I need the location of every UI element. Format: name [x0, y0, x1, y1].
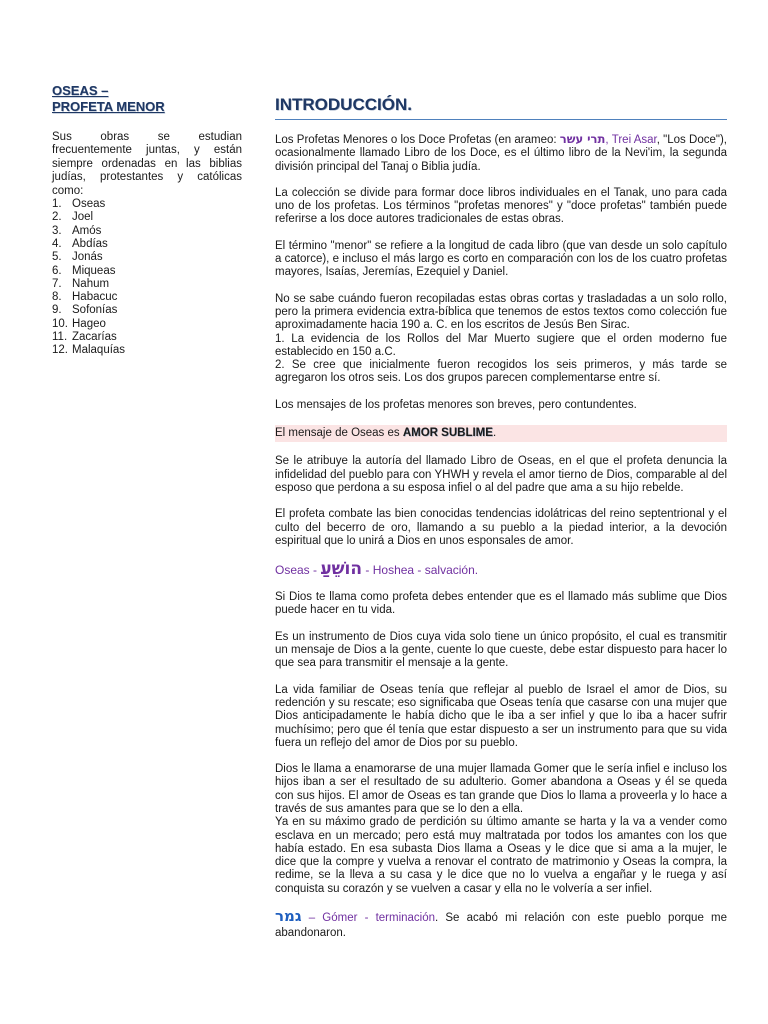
book-number: 11. — [52, 331, 68, 343]
hoshea-text-a: Oseas - — [275, 563, 321, 578]
book-name: Amós — [72, 224, 102, 237]
mensaje-highlight — [275, 425, 727, 442]
book-number: 10. — [52, 317, 68, 330]
book-name: Malaquías — [72, 344, 126, 357]
paragraph-combate: El profeta combate las bien conocidas tendencias idolátricas del reino septentrional y el culto del becerro de oro, llamando a su pueblo a la piedad interior, a la devoción espiritual que lo unirá a Dios en unos esponsales de amor. — [275, 508, 727, 547]
paragraph-recopilacion: No se sabe cuándo fueron recopiladas estas obras cortas y trasladadas a un solo rollo, pero la primera evidencia extra-bíblica que tenemos de estos textos como colección fue aproximadamente hacia 190 a. C. en los escritos de Jesús Ben Sirac. — [275, 292, 727, 332]
intro-text-a: Los Profetas Menores o los Doce Profetas (en arameo: — [275, 134, 560, 146]
book-list-item — [52, 331, 242, 344]
book-name: Abdías — [72, 237, 108, 250]
book-list — [52, 198, 242, 358]
intro-text-b: , "Los Doce"), ocasionalmente llamado Libro de los Doce, es el último libro de la Nevi'im, la segunda división principal del Tanaj o Biblia judía. — [275, 134, 727, 173]
book-name: Habacuc — [72, 291, 118, 304]
book-number: 5. — [52, 251, 62, 264]
book-number: 7. — [52, 277, 62, 290]
paragraph-instrumento: Es un instrumento de Dios cuya vida solo tiene un único propósito, el cual es transmitir un mensaje de Dios a la gente, cuente lo que cueste, debe estar dispuesto para hacer lo que sea para transmitir el mensaje a la gente. — [275, 630, 727, 670]
book-name: Jonás — [72, 251, 103, 264]
book-list-item — [52, 344, 242, 357]
paragraph-vida-familiar: La vida familiar de Oseas tenía que reflejar al pueblo de Israel el amor de Dios, su redención y su rescate; eso significaba que Oseas tenía que casarse con una mujer que Dios anticipadamente le había dicho que le iba a ser infiel y que lo iba a hacer sufrir muchísimo; pero que él tenía que estar dispuesto a ser un instrumento para que su vida fuera un reflejo del amor de Dios por su pueblo. — [275, 683, 727, 749]
paragraph-evidencia-1: 1. La evidencia de los Rollos del Mar Muerto sugiere que el orden moderno fue establecido en 150 a.C. — [275, 332, 727, 358]
gomer-text: . Se acabó mi relación con este pueblo porque me abandonaron. — [275, 912, 727, 940]
paragraph-evidencia-2: 2. Se cree que inicialmente fueron recogidos los seis primeros, y más tarde se agregaron los otros seis. Los dos grupos parecen complementarse entre sí. — [275, 359, 727, 385]
book-number: 3. — [52, 224, 62, 237]
sidebar-title — [52, 83, 242, 115]
book-name: Miqueas — [72, 264, 116, 277]
hoshea-line — [275, 561, 727, 578]
book-list-item — [52, 251, 242, 264]
gomer-label: – Gómer - terminación — [301, 912, 436, 925]
book-list-item — [52, 291, 242, 304]
book-list-item — [52, 211, 242, 224]
book-number: 9. — [52, 304, 62, 317]
book-name: Hageo — [72, 317, 106, 330]
book-list-item — [52, 318, 242, 331]
book-list-item — [52, 225, 242, 238]
paragraph-menor: El término "menor" se refiere a la longitud de cada libro (que van desde un solo capítulo a catorce), e incluso el más largo es corto en comparación con los de los cuatro profetas mayores, Isaías, Jeremías, Ezequiel y Daniel. — [275, 239, 727, 279]
book-number: 8. — [52, 291, 62, 304]
mensaje-text-a: El mensaje de Oseas es — [275, 427, 403, 440]
sidebar-title-line2: PROFETA MENOR — [52, 99, 165, 114]
amor-sublime: AMOR SUBLIME — [402, 427, 493, 440]
book-list-item — [52, 198, 242, 211]
sidebar — [52, 83, 242, 358]
book-number: 12. — [52, 344, 68, 357]
hebrew-hoshea: הוֹשֵׁעַ — [320, 559, 363, 580]
paragraph-llamado: Si Dios te llama como profeta debes entender que es el llamado más sublime que Dios puede hacer en tu vida. — [275, 591, 727, 617]
paragraph-coleccion: La colección se divide para formar doce libros individuales en el Tanak, uno para cada uno de los profetas. Los términos "profetas menores" y "doce profetas" también puede referirse a los doce autores tradicionales de estas obras. — [275, 186, 727, 226]
mensaje-text-c: . — [492, 427, 497, 440]
page-title: INTRODUCCIÓN. — [275, 94, 727, 120]
hoshea-text-b: - Hoshea - salvación. — [362, 563, 479, 578]
hebrew-trei-asar: תרי עשר — [559, 132, 606, 146]
book-name: Sofonías — [72, 304, 118, 317]
book-list-item — [52, 238, 242, 251]
trei-asar-label: , Trei Asar — [605, 134, 657, 146]
paragraph-intro — [275, 133, 727, 174]
paragraph-gomer: Dios le llama a enamorarse de una mujer llamada Gomer que le sería infiel e incluso los hijos iban a ser el resultado de su adulterio. Gomer abandona a Oseas y él se queda con sus hijos. El amor de Oseas es tan grande que Dios lo llama a proveerla y lo hace a través de sus amantes para que se lo den a ella. — [275, 763, 727, 815]
book-list-item — [52, 278, 242, 291]
hebrew-gomer: גמר — [275, 907, 302, 926]
book-list-item — [52, 265, 242, 278]
book-list-item — [52, 304, 242, 317]
paragraph-mensajes: Los mensajes de los profetas menores son breves, pero contundentes. — [275, 398, 637, 411]
paragraph-autoria: Se le atribuye la autoría del llamado Libro de Oseas, en el que el profeta denuncia la infidelidad del pueblo para con YHWH y revela el amor tierno de Dios, comparable al del esposo que perdona a su esposa infiel o al del padre que ama a su hijo rebelde. — [275, 455, 727, 494]
gomer-line — [275, 909, 727, 941]
book-name: Joel — [72, 211, 94, 224]
book-number: 4. — [52, 237, 62, 250]
book-number: 1. — [52, 198, 62, 211]
sidebar-title-line1: OSEAS – — [52, 83, 109, 98]
book-number: 2. — [52, 211, 62, 224]
book-number: 6. — [52, 264, 62, 277]
sidebar-intro: Sus obras se estudian frecuentemente juntas, y están siempre ordenadas en las biblias judías, protestantes y católicas como: — [52, 131, 242, 197]
paragraph-perdicion: Ya en su máximo grado de perdición su último amante se harta y la va a vender como esclava en un mercado; pero está muy maltratada por todos los amantes con los que había estado. En esa subasta Dios llama a Oseas y le dice que si ama a la mujer, le dice que la compre y vuelva a renovar el contrato de matrimonio y Oseas la compra, la redime, se la lleva a su casa y le dice que no lo vuelva a engañar y le ruega y así conquista su corazón y se vuelven a casar y ella no le volvería a ser infiel. — [275, 816, 727, 895]
main-content — [275, 94, 727, 941]
book-name: Nahum — [72, 277, 110, 290]
book-name: Zacarías — [72, 331, 117, 343]
book-name: Oseas — [72, 198, 106, 211]
